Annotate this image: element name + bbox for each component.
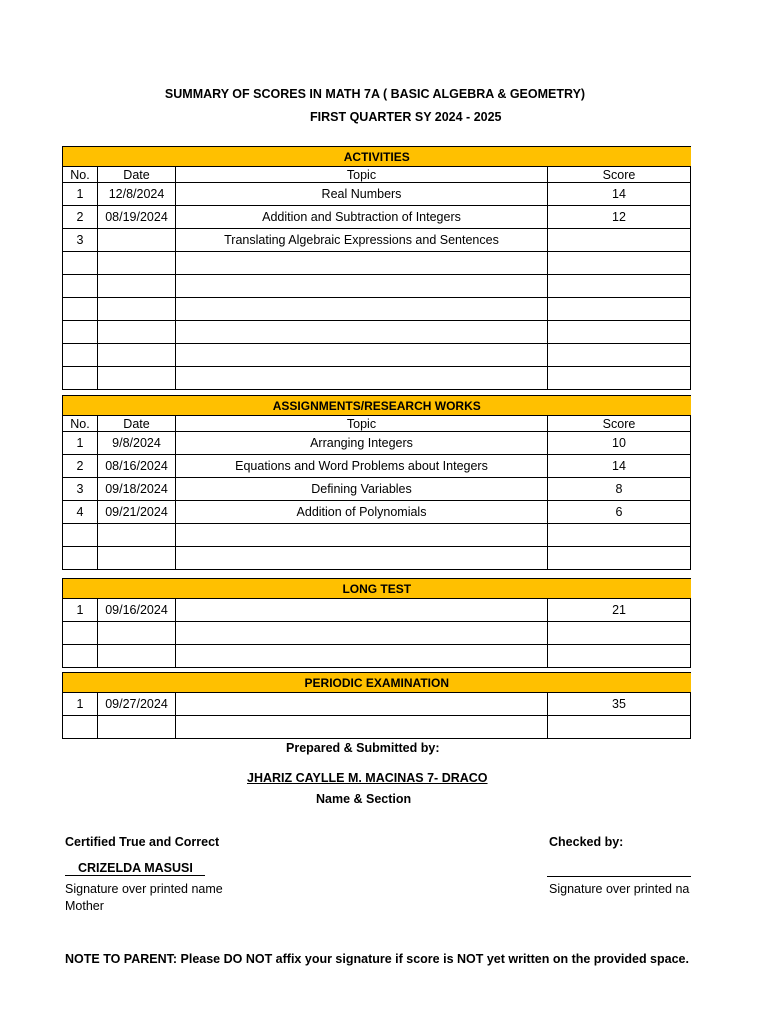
table-row-empty xyxy=(63,344,691,367)
row-date: 09/21/2024 xyxy=(98,501,176,524)
table-row xyxy=(63,229,691,252)
row-date: 9/8/2024 xyxy=(98,432,176,455)
document-title: SUMMARY OF SCORES IN MATH 7A ( BASIC ALGEBRA & GEOMETRY) xyxy=(164,87,586,101)
row-date: 09/18/2024 xyxy=(98,478,176,501)
row-date: 08/19/2024 xyxy=(98,206,176,229)
activities-band: ACTIVITIES xyxy=(63,147,691,167)
table-row-empty xyxy=(63,321,691,344)
row-score: 12 xyxy=(548,206,691,229)
row-topic xyxy=(176,693,548,716)
row-no: 1 xyxy=(63,432,98,455)
table-row xyxy=(63,432,691,455)
checked-signature-line xyxy=(547,862,691,877)
signature-label-left: Signature over printed name xyxy=(65,882,223,896)
signature-label-right: Signature over printed na xyxy=(549,882,690,896)
row-no: 1 xyxy=(63,599,98,622)
row-topic: Defining Variables xyxy=(176,478,548,501)
col-score-header: Score xyxy=(548,167,691,183)
row-topic xyxy=(176,599,548,622)
table-row-empty xyxy=(63,645,691,668)
periodic-exam-table xyxy=(62,672,691,739)
table-row-empty xyxy=(63,547,691,570)
student-name: JHARIZ CAYLLE M. MACINAS 7- DRACO xyxy=(247,771,488,785)
row-score xyxy=(548,229,691,252)
row-score: 35 xyxy=(548,693,691,716)
row-date xyxy=(98,229,176,252)
row-topic: Addition of Polynomials xyxy=(176,501,548,524)
col-topic-header: Topic xyxy=(176,416,548,432)
periodic-band: PERIODIC EXAMINATION xyxy=(63,673,691,693)
row-date: 08/16/2024 xyxy=(98,455,176,478)
assignments-table xyxy=(62,395,691,570)
table-row xyxy=(63,693,691,716)
row-date: 09/27/2024 xyxy=(98,693,176,716)
document-subtitle: FIRST QUARTER SY 2024 - 2025 xyxy=(310,110,502,124)
row-date: 09/16/2024 xyxy=(98,599,176,622)
activities-table xyxy=(62,146,691,390)
table-row-empty xyxy=(63,275,691,298)
table-row xyxy=(63,455,691,478)
row-score: 21 xyxy=(548,599,691,622)
row-no: 1 xyxy=(63,183,98,206)
table-row-empty xyxy=(63,252,691,275)
checked-label: Checked by: xyxy=(549,835,624,849)
long-test-table xyxy=(62,578,691,668)
row-no: 3 xyxy=(63,478,98,501)
col-date-header: Date xyxy=(98,167,176,183)
col-no-header: No. xyxy=(63,416,98,432)
row-score: 8 xyxy=(548,478,691,501)
row-topic: Translating Algebraic Expressions and Sentences xyxy=(176,229,548,252)
table-row xyxy=(63,599,691,622)
row-no: 2 xyxy=(63,455,98,478)
note-to-parent: NOTE TO PARENT: Please DO NOT affix your signature if score is NOT yet written on the provided space. xyxy=(65,952,689,966)
table-row-empty xyxy=(63,367,691,390)
table-row-empty xyxy=(63,716,691,739)
certified-label: Certified True and Correct xyxy=(65,835,220,849)
table-row xyxy=(63,183,691,206)
table-row xyxy=(63,206,691,229)
row-no: 3 xyxy=(63,229,98,252)
col-no-header: No. xyxy=(63,167,98,183)
row-topic: Real Numbers xyxy=(176,183,548,206)
long-test-band: LONG TEST xyxy=(63,579,691,599)
row-topic: Arranging Integers xyxy=(176,432,548,455)
col-topic-header: Topic xyxy=(176,167,548,183)
row-topic: Equations and Word Problems about Integers xyxy=(176,455,548,478)
row-topic: Addition and Subtraction of Integers xyxy=(176,206,548,229)
mother-label: Mother xyxy=(65,899,104,913)
row-score: 6 xyxy=(548,501,691,524)
row-score: 14 xyxy=(548,455,691,478)
row-no: 2 xyxy=(63,206,98,229)
prepared-label: Prepared & Submitted by: xyxy=(286,741,440,755)
row-score: 14 xyxy=(548,183,691,206)
table-row-empty xyxy=(63,622,691,645)
row-no: 4 xyxy=(63,501,98,524)
row-date: 12/8/2024 xyxy=(98,183,176,206)
col-score-header: Score xyxy=(548,416,691,432)
row-no: 1 xyxy=(63,693,98,716)
table-row-empty xyxy=(63,524,691,547)
mother-name: CRIZELDA MASUSI xyxy=(65,861,205,876)
table-row xyxy=(63,501,691,524)
row-score: 10 xyxy=(548,432,691,455)
col-date-header: Date xyxy=(98,416,176,432)
assignments-band: ASSIGNMENTS/RESEARCH WORKS xyxy=(63,396,691,416)
table-row-empty xyxy=(63,298,691,321)
table-row xyxy=(63,478,691,501)
name-section-label: Name & Section xyxy=(316,792,412,806)
